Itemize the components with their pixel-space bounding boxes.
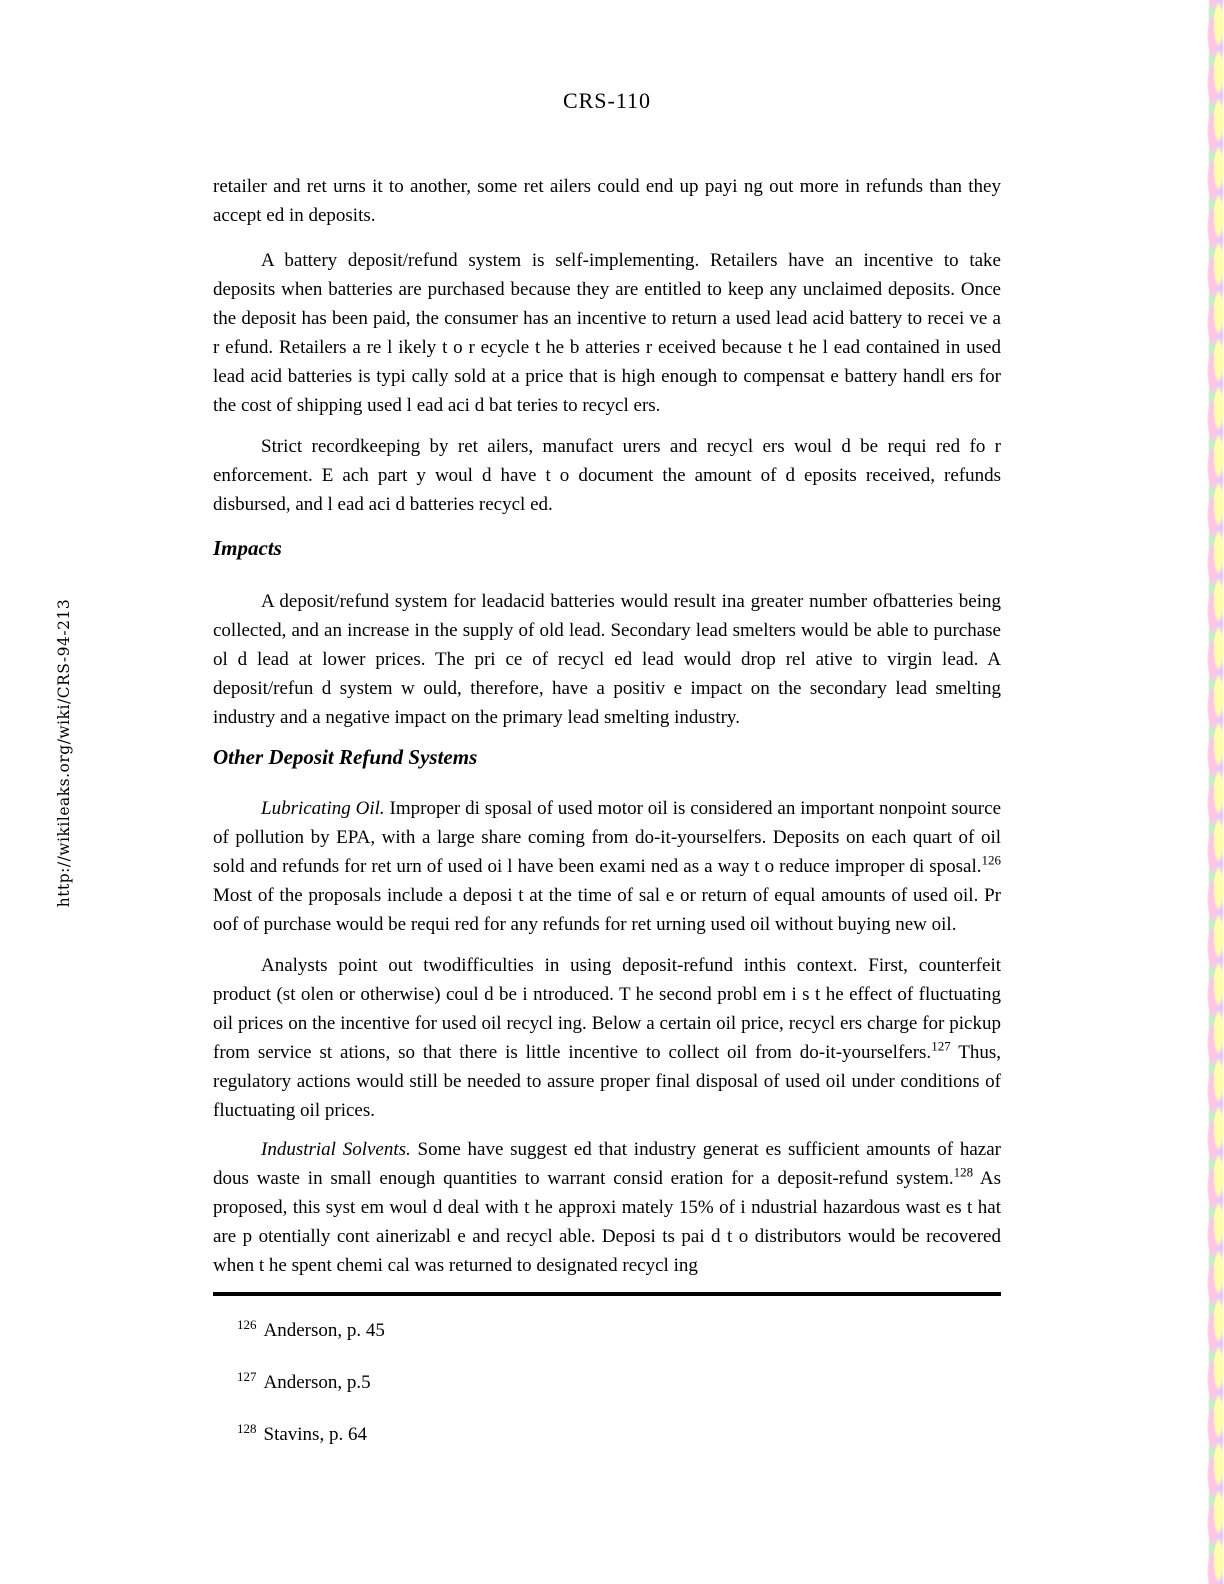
lubricating-oil-lead-italic: Lubricating Oil. (261, 798, 385, 819)
section-heading-impacts: Impacts (213, 536, 282, 560)
paragraph-industrial-solvents (213, 1135, 1001, 1280)
lubricating-oil-text-after: Most of the proposals include a deposi t at the time of sal e or return of equal amounts of used oil. Pr oof of purchase would be requi red for any refunds for ret urning used oil without buying new oil. (213, 885, 1001, 935)
document-body (213, 172, 1001, 1472)
paragraph-battery-deposit-system: A battery deposit/refund system is self-implementing. Retailers have an incentive to take deposits when batteries are purchased because they are entitled to keep any unclaimed deposits. Once the deposit has been paid, the consumer has an incentive to return a used lead acid battery to recei ve a r efund. Retailers a re l ikely t o r ecycle t he b atteries r eceived because t he l ead contained in used lead acid batteries is typi cally sold at a price that is high enough to compensat e battery handl ers for the cost of shipping used l ead aci d bat teries to recycl ers. (213, 250, 1001, 416)
footnote-divider-rule (213, 1292, 1001, 1296)
footnote-ref-128: 128 (953, 1164, 974, 1180)
industrial-solvents-text: Some have suggest ed that industry generat es sufficient amounts of hazar dous waste in small enough quantities to warrant consid eration for a deposit-refund system. (213, 1139, 1001, 1189)
section-heading-other-deposit-refund-systems: Other Deposit Refund Systems (213, 745, 478, 769)
footnote-126-number: 126 (237, 1316, 257, 1332)
footnotes-section (213, 1316, 1001, 1449)
footnote-126-text: Anderson, p. 45 (263, 1320, 385, 1341)
footnote-128-number: 128 (237, 1420, 257, 1436)
lubricating-oil-text: Improper di sposal of used motor oil is considered an important nonpoint source of pollution by EPA, with a large share coming from do-it-yourselfers. Deposits on each quart of oil sold and refunds for ret urn of used oi l have been exami ned as a way t o reduce improper di sposal. (213, 798, 1001, 877)
analysts-text: Analysts point out twodifficulties in using deposit-refund inthis context. First, counterfeit product (st olen or otherwise) coul d be i ntroduced. T he second probl em i s t he effect of fluctuating oil prices on the incentive for used oil recycl ing. Below a certain oil price, recycl ers charge for pickup from service st ations, so that there is little incentive to collect oil from do-it-yourselfers. (213, 955, 1001, 1063)
footnote-127-text: Anderson, p.5 (263, 1372, 371, 1393)
paragraph-analysts-difficulties (213, 951, 1001, 1125)
analysts-text-after: Thus, regulatory actions would still be needed to assure proper final disposal of used oil under conditions of fluctuating oil prices. (213, 1042, 1001, 1121)
footnote-ref-126: 126 (981, 852, 1001, 868)
footnote-127-number: 127 (237, 1368, 257, 1384)
wikileaks-watermark-url: http://wikileaks.org/wiki/CRS-94-213 (55, 598, 73, 908)
industrial-solvents-text-after: As proposed, this syst em woul d deal with t he approxi mately 15% of i ndustrial hazardous wast es t hat are p otentially cont ainerizabl e and recycl able. Deposi ts pai d t o distributors would be recovered when t he spent chemi cal was returned to designated recycl ing (213, 1168, 1001, 1276)
paragraph-retailer-continuation: retailer and ret urns it to another, some ret ailers could end up payi ng out more in refunds than they accept ed in deposits. (213, 176, 1001, 226)
footnote-127 (237, 1368, 1001, 1397)
footnote-128 (237, 1420, 1001, 1449)
page-header-title: CRS-110 (562, 88, 652, 113)
footnote-128-text: Stavins, p. 64 (263, 1424, 367, 1445)
footnote-126 (237, 1316, 1001, 1345)
industrial-solvents-lead-italic: Industrial Solvents. (261, 1139, 411, 1160)
right-edge-diamond-pattern (1204, 0, 1224, 1584)
paragraph-lubricating-oil (213, 794, 1001, 939)
footnote-ref-127: 127 (931, 1038, 951, 1054)
paragraph-deposit-refund-impacts: A deposit/refund system for leadacid batteries would result ina greater number ofbatteries being collected, and an increase in the supply of old lead. Secondary lead smelters would be able to purchase ol d lead at lower prices. The pri ce of recycl ed lead would drop rel ative to virgin lead. A deposit/refun d system w ould, therefore, have a positiv e impact on the secondary lead smelting industry and a negative impact on the primary lead smelting industry. (213, 591, 1001, 728)
paragraph-strict-recordkeeping: Strict recordkeeping by ret ailers, manufact urers and recycl ers woul d be requi red fo r enforcement. E ach part y woul d have t o document the amount of d eposits received, refunds disbursed, and l ead aci d batteries recycl ed. (213, 436, 1001, 515)
